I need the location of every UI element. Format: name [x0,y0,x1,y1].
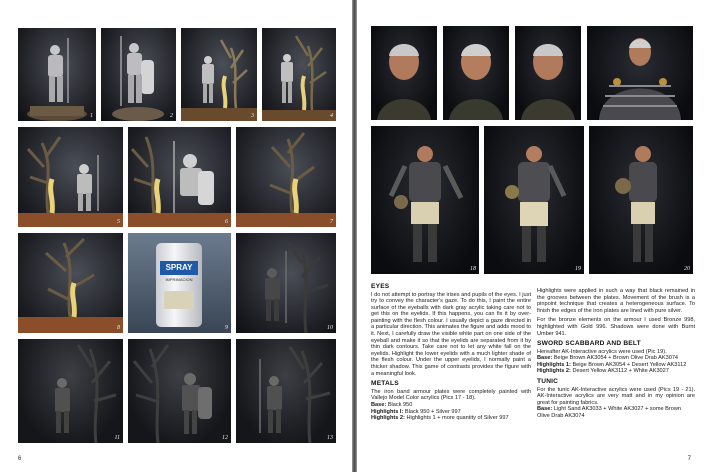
sword-h2-label: Highlights 2: [537,368,571,375]
sword-base-label: Base: [537,355,553,362]
tunic-base-line [537,406,695,419]
photo-20 [589,126,693,274]
tunic-heading: TUNIC [537,378,559,386]
photo-number: 11 [114,435,120,441]
figure-illustration [101,28,176,121]
photo-2 [101,28,176,121]
photo-number: 6 [225,219,228,225]
metals-base-line [371,402,531,409]
portrait-4 [587,26,693,120]
base-value: Black 950 [387,401,413,408]
photo-9 [128,233,231,333]
eyes-paragraph: I do not attempt to portray the irises and pupils of the eyes. I just try to convey the character's gaze. To do this, I paint the entire surface of the eyeballs with dark gray acrylic taking care not to get this on the eyelids. If this happens, you can fix it by over-painting with the flesh colour. I usually depict a gaze directed in a particular direction. This animates the figure and adds mood to it. Next, I carefully draw the visible white part on one side of the eyeball and make it so that the eyelids are separated from it by thin dark contours. Take care not to let any white fall on the eyelids. Highlight the lower eyelids with a much lighter shade of the flesh colour. Under the upper eyelids, I normally paint a thicker shadow. This game of contrasts provides the figure with a meaningful look. [371,291,531,377]
photo-10 [236,233,336,333]
head-illustration [443,26,509,120]
portrait-1 [371,26,437,120]
eyes-heading: EYES [371,283,390,290]
highlight2-label: Highlights 2: [371,415,405,422]
spray-swatch [164,291,194,309]
photo-6 [128,127,231,227]
spray-label [160,261,198,275]
highlight2-value: Highlights 1 + more quantity of Silver 997 [406,415,509,422]
tree-illustration [236,127,336,227]
portrait-2 [443,26,509,120]
page-number-left: 6 [18,456,22,462]
head-illustration [515,26,581,120]
photo-11 [18,339,123,443]
figure-illustration [18,127,123,227]
photo-1 [18,28,96,121]
photo-number: 3 [251,113,254,119]
figure-illustration [484,126,584,274]
photo-number: 2 [170,113,173,119]
sword-heading: SWORD SCABBARD AND BELT [537,340,641,348]
photo-number: 18 [470,266,476,272]
photo-number: 1 [90,113,93,119]
sword-highlight2-line [537,368,695,375]
photo-19 [484,126,584,274]
metals-paragraph: The iron band armour plates were completely painted with Vallejo Model Color acrylics (Pics 17 - 18). [371,388,531,402]
sword-h1-value: Beige Brown AK3054 + Desert Yellow AK3112 [572,361,687,368]
sword-base-value: Beige Brown AK3054 + Brown Olive Drab AK3074 [553,355,679,362]
figure-illustration [589,126,693,274]
figure-illustration [181,28,257,121]
tree-illustration [18,233,123,333]
bronze-paragraph: For the bronze elements on the armour I used Bronze 998, highlighted with Gold 996. Shadows were done with Burnt Umber 941. [537,317,695,337]
figure-illustration [18,28,96,121]
photo-3 [181,28,257,121]
sword-h1-label: Highlights 1: [537,361,571,368]
figure-illustration [262,28,336,121]
photo-number: 9 [225,325,228,331]
tunic-base-label: Base: [537,406,553,413]
tunic-base-value: Light Sand AK3033 + White AK3027 + some Brown Olive Drab AK3074 [537,406,681,419]
photo-number: 20 [684,266,690,272]
figure-illustration [236,339,336,443]
photo-7 [236,127,336,227]
highlight1-label: Highlights I: [371,408,404,415]
portrait-3 [515,26,581,120]
photo-number: 12 [222,435,228,441]
spray-can-illustration [156,243,202,327]
figure-illustration [128,339,231,443]
text-column-1 [371,281,531,422]
figure-illustration [18,339,123,443]
tunic-paragraph: For the tunic AK-Interactive acrylics were used (Pics 19 - 21). AK-Interactive acrylics are very matt and in my opinion are great for painting fabrics. [537,386,695,406]
page-number-right: 7 [687,456,691,462]
metals-highlight1-line [371,409,531,416]
base-label: Base: [371,401,387,408]
figure-illustration [128,127,231,227]
photo-8 [18,233,123,333]
photo-number: 13 [327,435,333,441]
spray-sublabel: IMPRIMACION [165,277,193,282]
photo-number: 7 [330,219,333,225]
highlight1-value: Black 950 + Silver 997 [404,408,461,415]
text-column-2 [537,288,695,420]
sword-highlight1-line [537,362,695,369]
figure-illustration [236,233,336,333]
spray-label-text: SPRAY [165,263,193,272]
right-page [357,0,709,472]
photo-number: 19 [575,266,581,272]
bust-illustration [587,26,693,120]
photo-5 [18,127,123,227]
photo-number: 8 [117,325,120,331]
highlights-paragraph: Highlights were applied in such a way that black remained in the grooves between the plates. Movement of the brush is a pinpoint technique that creates a heterogeneous surface. To finish the edges of the iron plates are lined with pure silver. [537,288,695,314]
left-page [0,0,352,472]
photo-4 [262,28,336,121]
sword-base-line [537,355,695,362]
sword-h2-value: Desert Yellow AK3112 + White AK3027 [572,368,669,375]
photo-13 [236,339,336,443]
sword-paragraph: Hereafter AK-Interactive acrylics were used (Pic 19). [537,348,667,355]
head-illustration [371,26,437,120]
photo-12 [128,339,231,443]
photo-18 [371,126,479,274]
figure-illustration [371,126,479,274]
photo-number: 5 [117,219,120,225]
photo-number: 10 [327,325,333,331]
photo-number: 4 [330,113,333,119]
metals-heading: METALS [371,380,399,388]
metals-highlight2-line [371,415,531,422]
